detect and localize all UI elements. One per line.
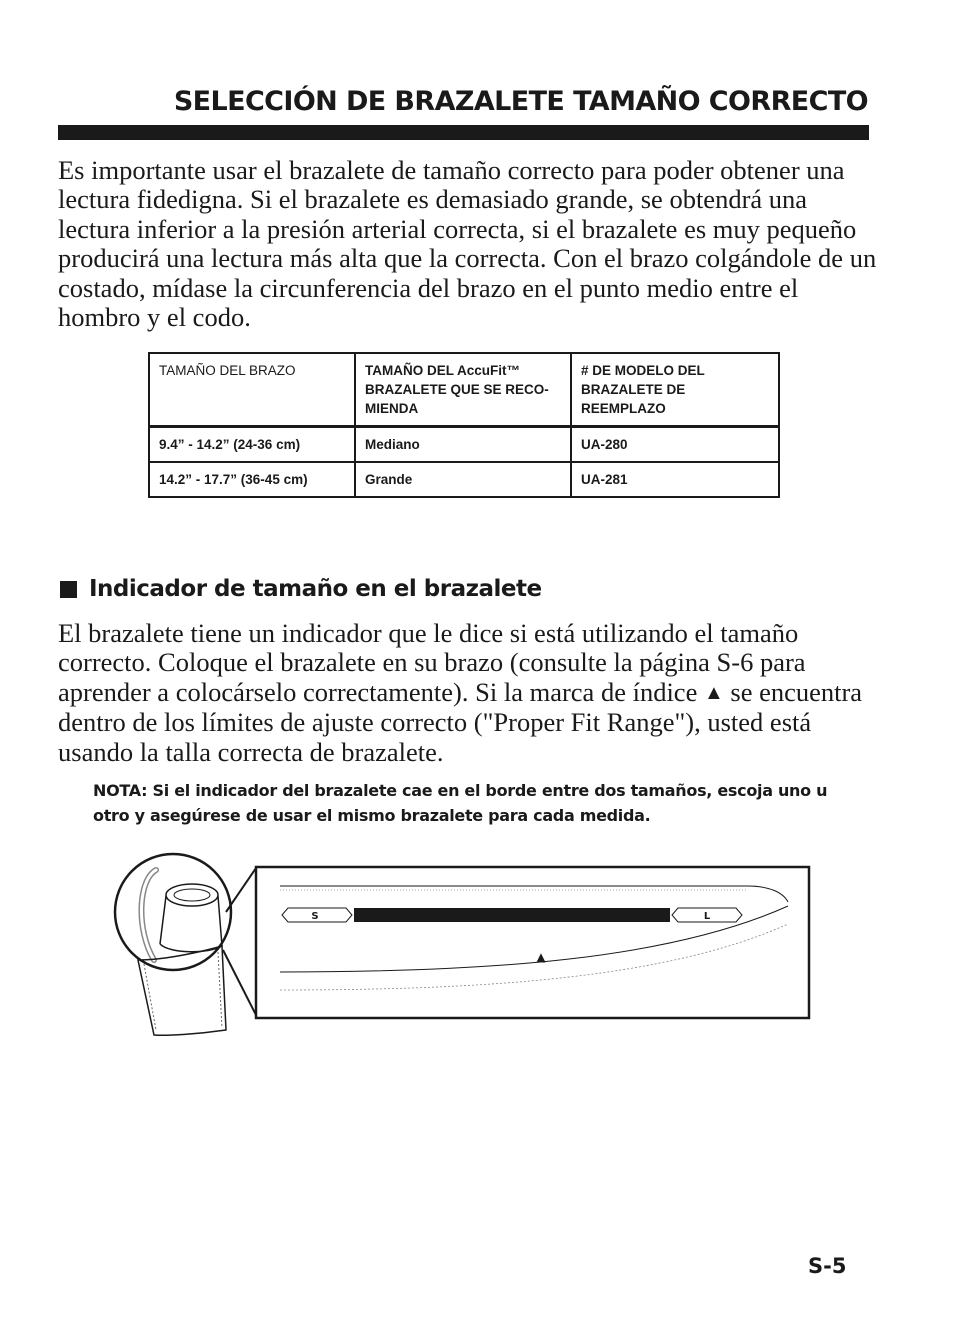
table-row [149, 427, 779, 463]
page-number: S-5 [808, 1254, 847, 1278]
table-header-cell: # DE MODELO DEL BRAZALETE DE REEMPLAZO [571, 353, 779, 427]
section-heading [60, 572, 542, 606]
table-row [149, 462, 779, 497]
table-cell: Mediano [355, 427, 571, 463]
note-text: NOTA: Si el indicador del brazalete cae en el borde entre dos tamaños, escoja uno u otro y asegúrese de usar el mismo brazalete para cada medida. [93, 781, 828, 825]
zoom-line-icon [226, 868, 256, 912]
indicator-text-start: El brazalete tiene un indicador que le dice si está utilizando el tamaño correcto. Coloque el brazalete en su brazo (consulte la página S-6 para aprender a colocárselo correctamente). Si la marca de índice [58, 618, 806, 707]
square-bullet-icon [60, 581, 77, 598]
table-cell: 9.4” - 14.2” (24-36 cm) [149, 427, 355, 463]
indicator-paragraph [58, 619, 878, 767]
section-heading-text: Indicador de tamaño en el brazalete [89, 576, 542, 602]
size-s-label: S [311, 911, 319, 922]
title-rule [58, 125, 869, 140]
table-cell: 14.2” - 17.7” (36-45 cm) [149, 462, 355, 497]
page-title: SELECCIÓN DE BRAZALETE TAMAÑO CORRECTO [173, 86, 868, 117]
table-cell: Grande [355, 462, 571, 497]
zoom-line-icon [223, 950, 256, 1015]
proper-fit-range-bar [354, 908, 670, 922]
table-cell: UA-280 [571, 427, 779, 463]
index-marker-icon: ▲ [536, 950, 546, 964]
cuff-illustration [115, 854, 231, 1035]
table-header-row [149, 353, 779, 427]
index-mark-icon: ▲ [703, 681, 724, 704]
intro-paragraph: Es importante usar el brazalete de tamaño correcto para poder obtener una lectura fidedigna. Si el brazalete es demasiado grande, se obtendrá una lectura inferior a la presión arterial correcta, si el brazalete es muy pequeño producirá una lectura más alta que la correcta. Con el brazo colgándole de un costado, mídase la circunferencia del brazo en el punto medio entre el hombro y el codo. [58, 155, 877, 333]
table-cell: UA-281 [571, 462, 779, 497]
table-header-cell: TAMAÑO DEL AccuFit™ BRAZALETE QUE SE RECO- MIENDA [355, 353, 571, 427]
cuff-indicator-figure [108, 850, 812, 1050]
indicator-text-end: se encuentra dentro de los límites de ajuste correcto ("Proper Fit Range"), usted está usando la talla correcta de brazalete. [58, 676, 863, 767]
table-header-cell: TAMAÑO DEL BRAZO [149, 353, 355, 427]
size-l-label: L [703, 911, 711, 922]
cuff-size-table [148, 352, 780, 498]
